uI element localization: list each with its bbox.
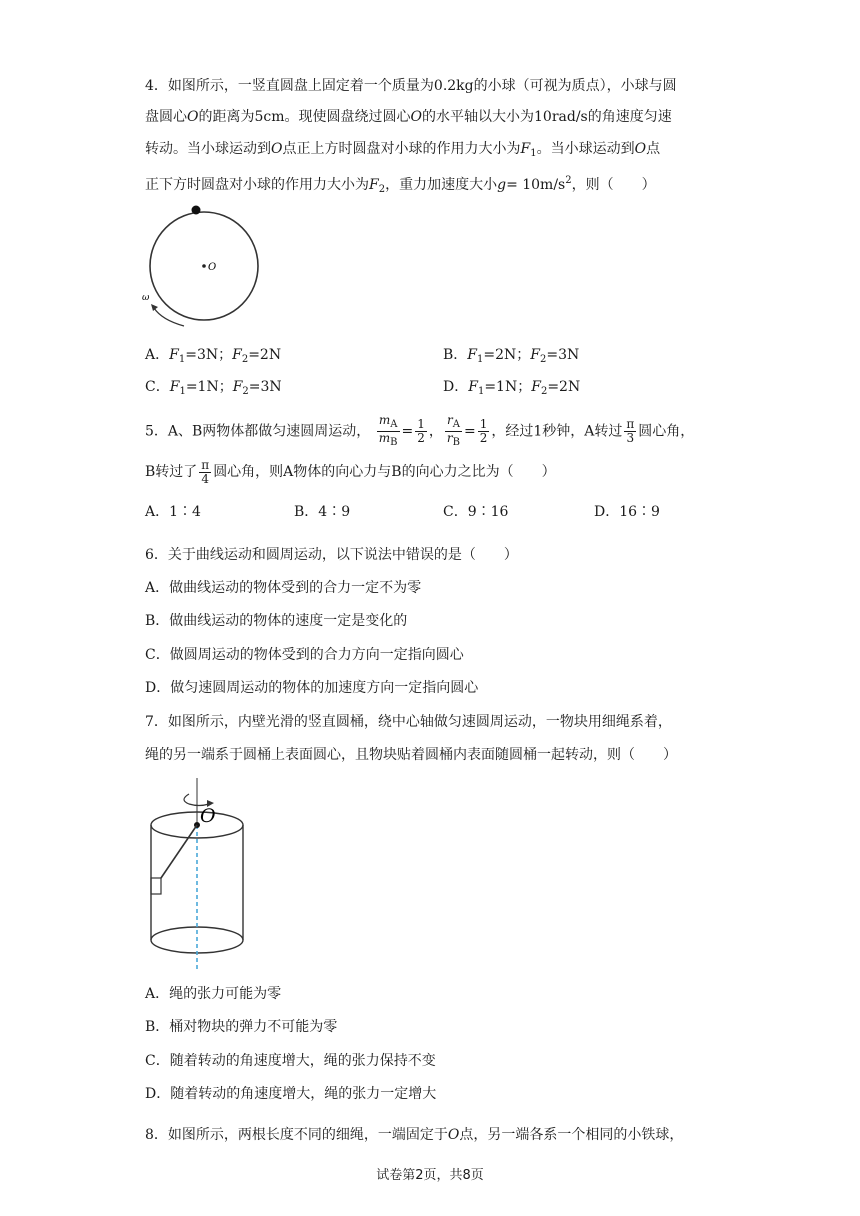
radius-ratio-fraction: $\frac{r_A}{r_B}$	[446, 413, 460, 448]
omega-label: ω	[142, 293, 150, 303]
center-label: O	[208, 262, 217, 273]
angle-b-fraction: $\frac{\pi}{4}$	[201, 457, 210, 486]
q7-option-a: A．绳的张力可能为零	[145, 986, 282, 1002]
rope	[161, 825, 197, 878]
q7-line-1: 7．如图所示，内壁光滑的竖直圆桶，绕中心轴做匀速圆周运动，一物块用细绳系着，	[145, 714, 672, 730]
q4-option-c: C．$F_1=1N$；$F_2=3N$	[145, 379, 282, 397]
q5-option-a: A．1∶4	[145, 504, 201, 520]
q7-option-b: B．桶对物块的弹力不可能为零	[145, 1019, 338, 1035]
radius-ratio-value: $\frac{1}{2}$	[479, 417, 488, 445]
mass-ratio-fraction: $\frac{m_A}{m_B}$	[378, 413, 398, 448]
q4-option-b: B．$F_1=2N$；$F_2=3N$	[443, 347, 580, 365]
cylinder-figure	[145, 778, 255, 973]
angle-a-fraction: $\frac{\pi}{3}$	[626, 417, 635, 445]
q4-option-a: A．$F_1=3N$；$F_2=2N$	[145, 347, 282, 365]
q5-option-d: D．16∶9	[594, 504, 660, 520]
q5-option-b: B．4∶9	[294, 504, 351, 520]
q5-line-1: 5．A、B两物体都做匀速圆周运动， $\frac{m_A}{m_B}$ = $\frac{1}{2}$ ， $\frac{r_A}{r_B}$ = $\frac{1}{2}$ ，经过1秒钟，A转过 $\frac{\pi}{3}$ 圆心角，	[145, 413, 695, 448]
q4-line-3: 转动。当小球运动到O点正上方时圆盘对小球的作用力大小为$F_1$。当小球运动到O点	[145, 141, 661, 159]
mass-ratio-value: $\frac{1}{2}$	[417, 417, 425, 445]
q5-option-c: C．9∶16	[443, 504, 509, 520]
q5-line-2: B转过了 $\frac{\pi}{4}$ 圆心角，则A物体的向心力与B的向心力之比为（ ）	[145, 457, 556, 486]
q6-stem: 6．关于曲线运动和圆周运动，以下说法中错误的是（ ）	[145, 547, 518, 563]
rotation-arrowhead	[151, 304, 158, 311]
q7-option-d: D．随着转动的角速度增大，绳的张力一定增大	[145, 1086, 437, 1102]
q8-line-1: 8．如图所示，两根长度不同的细绳，一端固定于O点，另一端各系一个相同的小铁球，	[145, 1127, 684, 1143]
q6-option-b: B．做曲线运动的物体的速度一定是变化的	[145, 613, 408, 629]
q6-option-c: C．做圆周运动的物体受到的合力方向一定指向圆心	[145, 647, 464, 663]
q4-line-2: 盘圆心O的距离为5cm。现使圆盘绕过圆心O的水平轴以大小为10rad/s的角速度匀速	[145, 109, 672, 125]
disk-figure	[140, 200, 270, 330]
q4-line-4: 正下方时圆盘对小球的作用力大小为$F_2$，重力加速度大小$g= 10m/s^2$，则（ ）	[145, 175, 656, 195]
q7-option-c: C．随着转动的角速度增大，绳的张力保持不变	[145, 1053, 436, 1069]
center-dot	[202, 264, 206, 268]
q4-option-d: D．$F_1=1N$；$F_2=2N$	[443, 379, 581, 397]
ball-dot	[192, 206, 201, 215]
q7-line-2: 绳的另一端系于圆桶上表面圆心，且物块贴着圆桶内表面随圆桶一起转动，则（ ）	[145, 747, 677, 763]
pivot-label: O	[200, 805, 216, 827]
q6-option-a: A．做曲线运动的物体受到的合力一定不为零	[145, 580, 422, 596]
rotation-arrow	[154, 308, 184, 326]
page-footer: 试卷第2页，共8页	[376, 1168, 484, 1183]
block	[151, 878, 161, 894]
q4-line-1: 4．如图所示，一竖直圆盘上固定着一个质量为0.2kg的小球（可视为质点），小球与圆	[145, 78, 677, 94]
q6-option-d: D．做匀速圆周运动的物体的加速度方向一定指向圆心	[145, 680, 479, 696]
